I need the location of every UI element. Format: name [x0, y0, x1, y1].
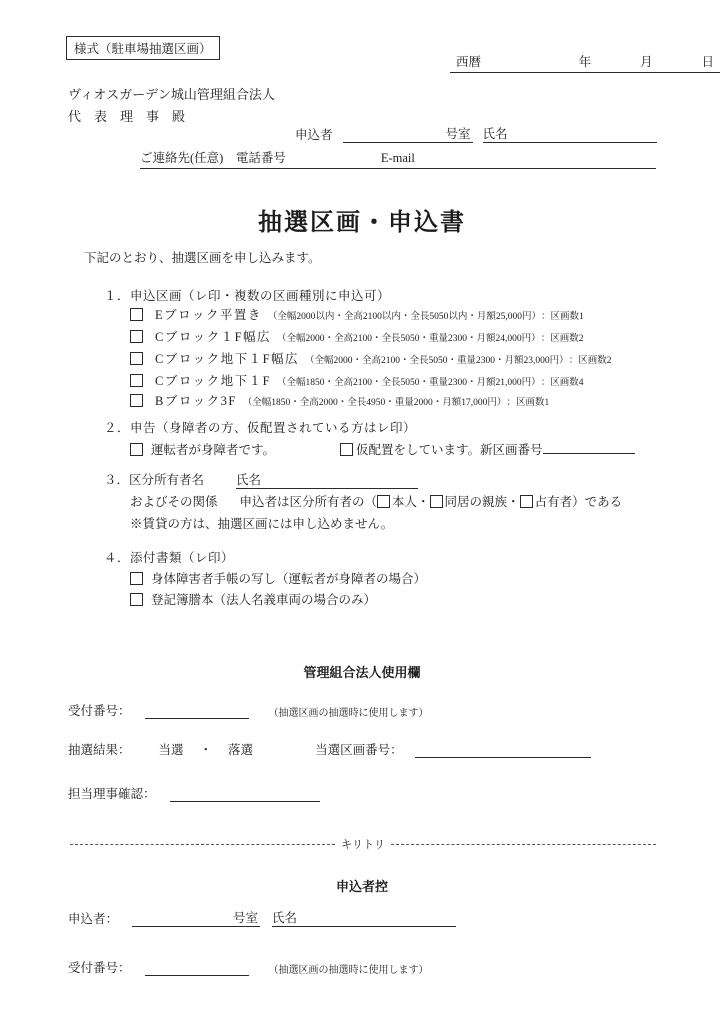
intro-text: 下記のとおり、抽選区画を申し込みます。 — [84, 251, 321, 265]
receipt-number-label: 受付番号： — [68, 704, 131, 718]
parcel-checkbox-b-3f[interactable] — [130, 394, 143, 407]
director-confirm-field[interactable] — [170, 801, 320, 802]
copy-name-field[interactable] — [272, 908, 456, 927]
admin-section-heading: 管理組合法人使用欄 — [303, 665, 421, 680]
section3-heading: ３．区分所有者名 — [104, 473, 205, 487]
parcel-name: Cブロック１F幅広 — [155, 330, 272, 344]
new-parcel-number-field[interactable] — [543, 453, 635, 454]
parcel-row — [130, 371, 583, 389]
receipt-number-field[interactable] — [145, 718, 249, 719]
copy-applicant-label: 申込者： — [68, 912, 119, 926]
relation-row — [130, 492, 622, 510]
applicant-room-field[interactable] — [343, 124, 473, 143]
addressee-line1: ヴィオスガーデン城山管理組合法人 — [68, 87, 275, 102]
owner-name-field[interactable] — [236, 470, 418, 489]
temporary-placement-label: 仮配置をしています。新区画番号 — [356, 443, 543, 457]
copy-receipt-label: 受付番号： — [68, 961, 131, 975]
cut-line — [70, 836, 656, 852]
form-code-box — [66, 36, 220, 60]
attachment-row — [130, 590, 376, 608]
temporary-placement-checkbox[interactable] — [340, 443, 353, 456]
disability-certificate-checkbox[interactable] — [130, 572, 143, 585]
copy-receipt-field[interactable] — [145, 975, 249, 976]
parcel-checkbox-c-b1f-wide[interactable] — [130, 352, 143, 365]
cut-dash-left — [70, 844, 335, 845]
director-confirm-row — [68, 784, 320, 802]
copy-room-suffix-label: 号室 — [233, 911, 259, 925]
parcel-checkbox-c-b1f[interactable] — [130, 374, 143, 387]
section1-heading: １．申込区画（レ印・複数の区画種別に申込可） — [104, 289, 391, 303]
parcel-count: ：区画数1 — [541, 312, 584, 322]
winning-parcel-label: 当選区画番号： — [315, 743, 403, 757]
relation-self-checkbox[interactable] — [377, 495, 390, 508]
email-label: E-mail — [380, 151, 415, 165]
copy-receipt-row — [68, 958, 429, 976]
addressee-line2: 代 表 理 事 殿 — [68, 109, 186, 124]
parcel-spec: （全幅1850・全高2100・全長5050・重量2300・月額21,000円） — [277, 378, 541, 388]
relation-option-occupant: 占有者 — [534, 495, 573, 509]
relation-occupant-checkbox[interactable] — [520, 495, 533, 508]
relation-prefix: 申込者は区分所有者の（ — [239, 495, 378, 509]
cut-dash-right — [391, 844, 656, 845]
parcel-row — [130, 327, 583, 345]
copy-applicant-row — [68, 908, 456, 927]
director-confirm-label: 担当理事確認： — [68, 787, 156, 801]
relation-family-checkbox[interactable] — [430, 495, 443, 508]
parcel-checkbox-c-1f-wide[interactable] — [130, 330, 143, 343]
section4-heading: ４．添付書類（レ印） — [104, 551, 235, 565]
parcel-name: Bブロック3F — [155, 394, 237, 408]
parcel-spec: （全幅2000・全高2100・全長5050・重量2300・月額24,000円） — [277, 334, 541, 344]
result-separator: ・ — [199, 743, 213, 757]
applicant-name-field[interactable] — [483, 124, 657, 143]
rental-note: ※賃貸の方は、抽選区画には申し込めません。 — [130, 517, 394, 531]
applicant-row — [295, 124, 657, 143]
attachment-label: 身体障害者手帳の写し（運転者が身障者の場合） — [151, 572, 427, 586]
month-suffix: 月 — [640, 55, 653, 69]
disabled-driver-label: 運転者が身障者です。 — [151, 443, 276, 457]
parcel-count: ：区画数1 — [506, 398, 550, 408]
parcel-spec: （全幅2000以内・全高2100以内・全長5050以内・月額25,000円） — [267, 312, 542, 322]
relation-label: およびその関係 — [130, 495, 218, 509]
parcel-spec: （全幅1850・全高2000・全長4950・重量2000・月額17,000円） — [242, 398, 507, 408]
form-code-label: 様式（駐車場抽選区画） — [74, 42, 212, 56]
contact-label: ご連絡先(任意) 電話番号 — [140, 151, 286, 165]
page-title: 抽選区画・申込書 — [258, 209, 466, 236]
parcel-row — [130, 391, 549, 409]
parcel-count: ：区画数2 — [568, 356, 612, 366]
applicant-label: 申込者 — [295, 128, 333, 142]
receipt-number-note: （抽選区画の抽選時に使用します） — [268, 708, 429, 719]
receipt-number-row — [68, 701, 429, 719]
disabled-driver-checkbox[interactable] — [130, 443, 143, 456]
result-lose-option[interactable]: 落選 — [228, 743, 254, 757]
parcel-checkbox-e-flat[interactable] — [130, 308, 143, 321]
lottery-result-row — [68, 740, 591, 758]
parcel-name: Eブロック平置き — [155, 308, 262, 322]
parcel-name: Cブロック地下１F — [155, 374, 272, 388]
day-suffix: 日 — [701, 55, 714, 69]
winning-parcel-field[interactable] — [415, 757, 591, 758]
relation-option-family: 同居の親族・ — [444, 495, 520, 509]
declaration-row — [130, 440, 635, 458]
copy-section-heading: 申込者控 — [335, 879, 388, 894]
parcel-spec: （全幅2000・全高2100・全長5050・重量2300・月額23,000円） — [305, 356, 569, 366]
year-suffix: 年 — [578, 55, 592, 69]
contact-row — [140, 148, 656, 169]
owner-name-row — [104, 470, 418, 489]
parcel-count: ：区画数4 — [540, 378, 584, 388]
attachment-row — [130, 569, 426, 587]
attachment-label: 登記簿謄本（法人名義車両の場合のみ） — [151, 593, 377, 607]
copy-room-field[interactable] — [132, 908, 260, 927]
cut-label: キリトリ — [341, 839, 385, 851]
name-label: 氏名 — [482, 127, 508, 141]
copy-name-label: 氏名 — [272, 911, 298, 925]
section2-heading: ２．申告（身障者の方、仮配置されている方はレ印） — [104, 421, 417, 435]
relation-option-self: 本人・ — [392, 495, 430, 509]
parcel-row — [130, 305, 584, 323]
parcel-count: ：区画数2 — [540, 334, 584, 344]
era-label: 西暦 — [456, 55, 482, 69]
room-suffix-label: 号室 — [445, 127, 471, 141]
parcel-name: Cブロック地下１F幅広 — [155, 352, 300, 366]
lottery-result-label: 抽選結果： — [68, 743, 131, 757]
owner-name-label: 氏名 — [236, 473, 262, 487]
parcel-row — [130, 349, 611, 367]
relation-suffix: ）である — [572, 495, 623, 509]
result-win-option[interactable]: 当選 — [158, 743, 184, 757]
copy-receipt-note: （抽選区画の抽選時に使用します） — [268, 965, 429, 976]
registry-copy-checkbox[interactable] — [130, 593, 143, 606]
date-line — [450, 52, 720, 73]
